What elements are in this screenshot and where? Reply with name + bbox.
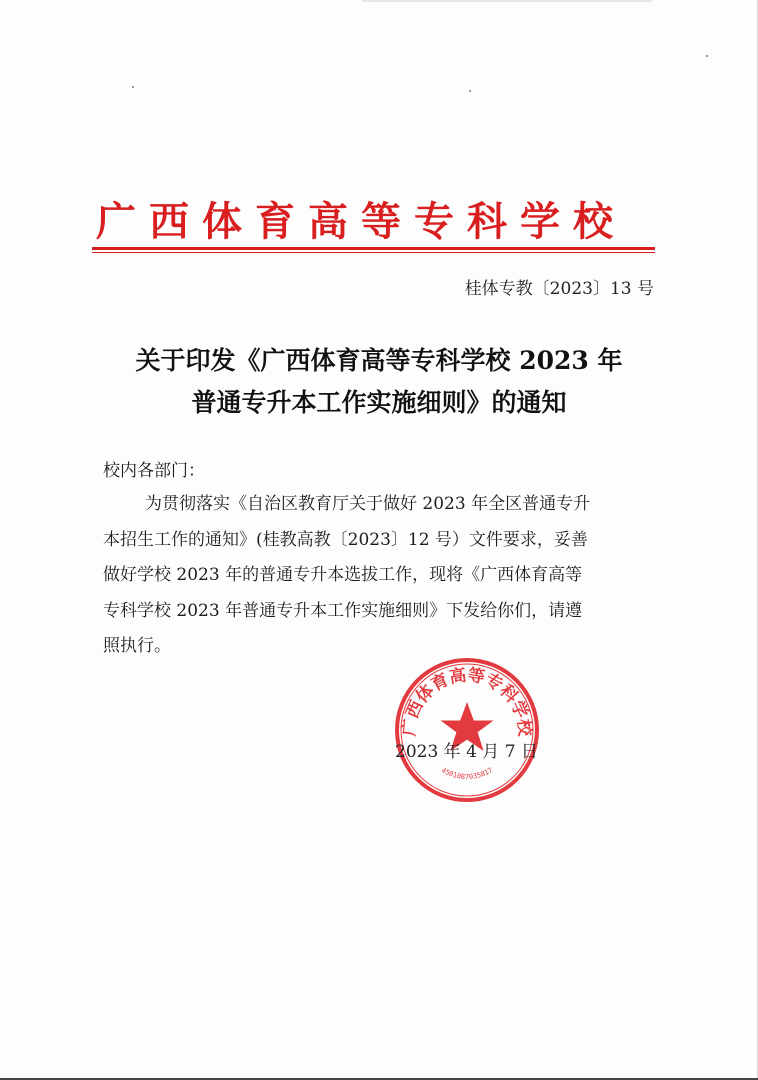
red-divider-line-thin (92, 252, 655, 253)
body-line: 做好学校 2023 年的普通专升本选拔工作，现将《广西体育高等 (103, 565, 583, 585)
seal-code: 4501087035817 (439, 766, 495, 782)
body-line: 为贯彻落实《自治区教育厅关于做好 2023 年全区普通专升 (145, 494, 591, 514)
seal-arc-text: 广西体育高等专科学校 (399, 665, 535, 738)
body-line: 专科学校 2023 年普通专升本工作实施细则》下发给你们，请遵 (103, 600, 583, 621)
red-divider-line (92, 247, 655, 250)
official-seal (392, 655, 542, 805)
body-line: 本招生工作的通知》(桂教高教〔2023〕12 号）文件要求，妥善 (103, 529, 588, 550)
seal-graphic (392, 655, 542, 805)
scan-speck (469, 90, 471, 92)
scan-speck (706, 55, 708, 57)
svg-text:4501087035817 (440, 766, 494, 781)
document-date: 2023 年 4 月 7 日 (395, 742, 538, 762)
scan-artifact (362, 0, 652, 2)
salutation: 校内各部门： (103, 461, 205, 481)
title-line-2: 普通专升本工作实施细则》的通知 (191, 388, 567, 417)
body-paragraph (103, 487, 656, 665)
institution-header: 广西体育高等专科学校 (96, 199, 626, 245)
body-line: 照执行。 (103, 636, 171, 656)
scan-speck (132, 86, 134, 88)
document-title (80, 340, 678, 424)
document-number: 桂体专教〔2023〕13 号 (464, 279, 654, 299)
title-line-1: 关于印发《广西体育高等专科学校 2023 年 (135, 346, 623, 375)
